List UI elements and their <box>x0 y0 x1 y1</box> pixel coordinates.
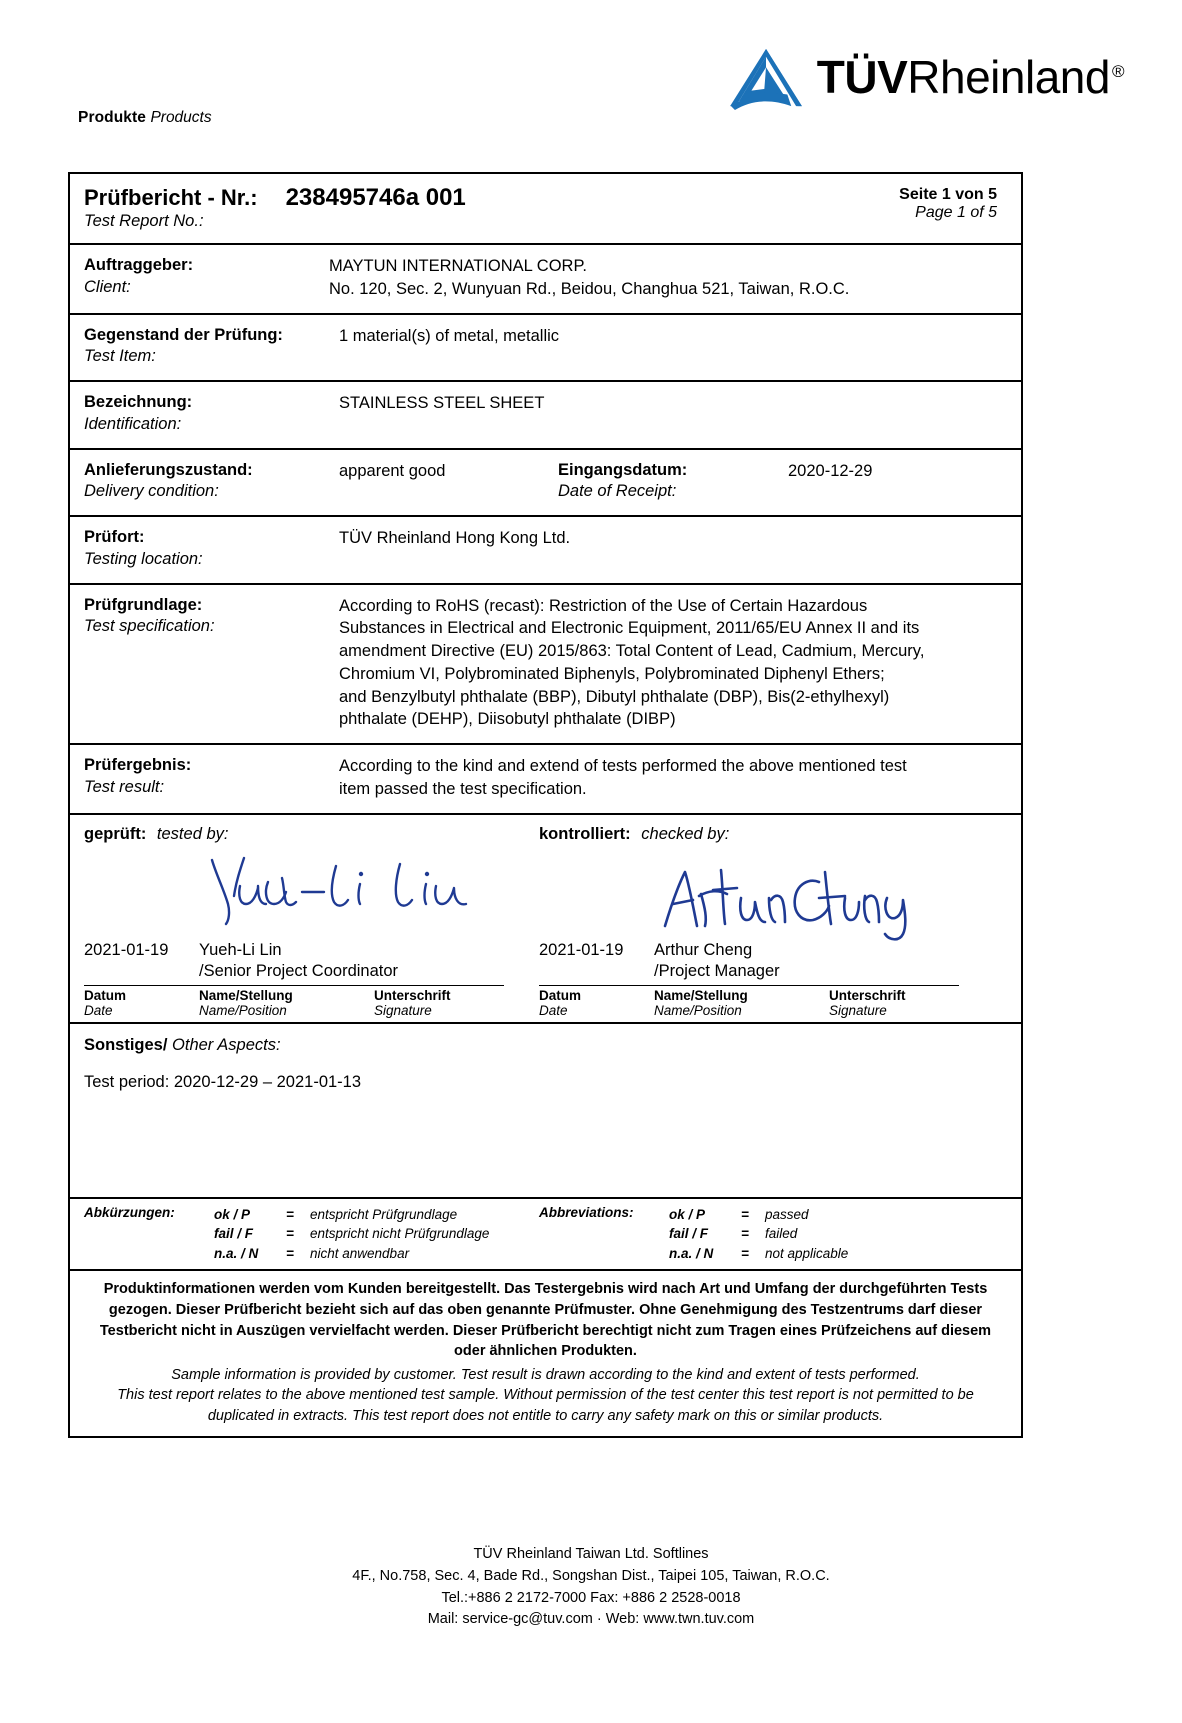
report-table <box>68 172 1023 1438</box>
tester-col-date-en: Date <box>84 1002 113 1018</box>
abbrev-key: n.a. / N <box>669 1245 714 1261</box>
tester-position: /Senior Project Coordinator <box>199 962 399 981</box>
delivery-condition-row <box>70 450 1021 518</box>
tester-date: 2021-01-19 <box>84 940 169 959</box>
abbreviations-list-de <box>214 1205 489 1264</box>
disclaimer-line: oder ähnlichen Produkten. <box>454 1343 637 1360</box>
identification-label-de: Bezeichnung: <box>84 393 193 412</box>
abbreviations-head-en: Abbreviations: <box>539 1204 634 1220</box>
tested-by-label-de: geprüft: <box>84 824 147 843</box>
page-indicator-de: Seite 1 von 5 <box>899 186 997 203</box>
abbreviation-item <box>669 1205 848 1225</box>
abbrev-equals: = <box>286 1226 294 1242</box>
logo-rheinland-text: Rheinland <box>907 51 1110 103</box>
report-number-label-en: Test Report No.: <box>84 212 204 230</box>
tuv-triangle-icon <box>727 46 805 112</box>
logo-tuv-text: TÜV <box>816 51 908 103</box>
tester-column-headers <box>84 988 539 1018</box>
identification-row <box>70 382 1021 450</box>
spec-line: and Benzylbutyl phthalate (BBP), Dibutyl phthalate (DBP), Bis(2-ethylhexyl) <box>339 687 890 706</box>
document-category <box>78 108 212 128</box>
checked-by-label-en: checked by: <box>641 824 730 843</box>
spec-line: Substances in Electrical and Electronic Equipment, 2011/65/EU Annex II and its <box>339 619 920 638</box>
checker-col-name <box>654 988 829 1018</box>
tester-col-name-en: Name/Position <box>199 1002 287 1018</box>
abbreviations-head-de: Abkürzungen: <box>84 1204 175 1220</box>
client-label <box>84 255 329 299</box>
signature-meta <box>84 940 1007 1018</box>
testing-location-label-en: Testing location: <box>84 549 203 568</box>
checker-col-signature-de: Unterschrift <box>829 987 906 1003</box>
test-specification-row <box>70 585 1021 746</box>
testing-location-label <box>84 527 339 571</box>
abbrev-value: failed <box>765 1226 798 1242</box>
footer-line-contact: Mail: service-gc@tuv.com · Web: www.twn.tuv.com <box>427 1611 755 1628</box>
signature-row <box>70 815 1021 1024</box>
report-number-value: 238495746a 001 <box>285 184 466 211</box>
checker-col-signature-en: Signature <box>829 1002 887 1018</box>
identification-label <box>84 392 339 436</box>
abbrev-value: entspricht Prüfgrundlage <box>310 1206 458 1222</box>
tester-col-signature-de: Unterschrift <box>374 987 451 1003</box>
checker-position-line <box>539 961 994 982</box>
client-row <box>70 245 1021 315</box>
disclaimer-line: gezogen. Dieser Prüfbericht bezieht sich auf das oben genannte Prüfmuster. Ohne Genehmigung des Testzentrums darf dieser <box>108 1301 983 1318</box>
date-of-receipt-label-de: Eingangsdatum: <box>558 460 688 479</box>
test-specification-label <box>84 595 339 639</box>
delivery-condition-label <box>84 460 339 504</box>
disclaimer-english <box>86 1365 1005 1427</box>
report-number-row <box>70 174 1021 245</box>
abbreviation-item <box>214 1205 489 1225</box>
tester-col-date-de: Datum <box>84 987 127 1003</box>
tester-meta <box>84 940 539 1018</box>
delivery-condition-label-en: Delivery condition: <box>84 482 219 501</box>
test-item-label <box>84 325 339 369</box>
tester-col-signature-en: Signature <box>374 1002 432 1018</box>
disclaimer-german <box>86 1279 1005 1361</box>
abbrev-value: nicht anwendbar <box>310 1245 410 1261</box>
abbrev-equals: = <box>286 1245 294 1261</box>
tester-name-line <box>84 940 539 961</box>
page-indicator <box>899 184 1007 222</box>
document-category-en: Products <box>150 109 212 126</box>
abbrev-key: fail / F <box>214 1226 254 1242</box>
abbreviations-english <box>539 1205 994 1264</box>
abbreviations-list-en <box>669 1205 848 1264</box>
tester-col-signature <box>374 988 539 1018</box>
abbreviation-item <box>669 1224 848 1244</box>
checker-date-spacer <box>539 961 654 982</box>
checker-col-date-en: Date <box>539 1002 568 1018</box>
document-category-de: Produkte <box>78 109 146 126</box>
identification-label-en: Identification: <box>84 414 182 433</box>
test-specification-label-en: Test specification: <box>84 617 215 636</box>
checker-name: Arthur Cheng <box>654 940 753 959</box>
checker-date: 2021-01-19 <box>539 940 624 959</box>
tester-divider <box>84 985 504 986</box>
report-number-label-group <box>84 184 466 231</box>
date-of-receipt-label-en: Date of Receipt: <box>558 482 677 501</box>
spec-line: phthalate (DEHP), Diisobutyl phthalate (DIBP) <box>339 710 676 729</box>
test-item-label-de: Gegenstand der Prüfung: <box>84 325 283 344</box>
result-line: item passed the test specification. <box>339 780 587 799</box>
spec-line: According to RoHS (recast): Restriction of the Use of Certain Hazardous <box>339 596 868 615</box>
disclaimer-line: Sample information is provided by customer. Test result is drawn according to the kind and extent of tests performed. <box>171 1366 920 1383</box>
logo-wordmark <box>816 51 1124 103</box>
tester-col-date <box>84 988 199 1018</box>
other-aspects-title-de: Sonstiges/ <box>84 1035 168 1054</box>
client-label-de: Auftraggeber: <box>84 256 194 274</box>
test-specification-value <box>339 595 1007 732</box>
checker-col-name-de: Name/Stellung <box>654 987 748 1003</box>
test-result-row <box>70 745 1021 815</box>
footer-line-phone: Tel.:+886 2 2172-7000 Fax: +886 2 2528-0018 <box>441 1589 741 1606</box>
identification-value: STAINLESS STEEL SHEET <box>339 394 545 413</box>
test-specification-label-de: Prüfgrundlage: <box>84 595 203 614</box>
delivery-condition-value: apparent good <box>339 461 446 480</box>
page-footer <box>0 1544 1182 1631</box>
registered-trademark-icon: ® <box>1111 61 1124 81</box>
disclaimer-line: This test report relates to the above mentioned test sample. Without permission of the test center this test report is not permitted to be <box>117 1387 974 1404</box>
test-result-label-de: Prüfergebnis: <box>84 756 192 775</box>
checker-divider <box>539 985 959 986</box>
abbreviation-item <box>214 1224 489 1244</box>
client-name: MAYTUN INTERNATIONAL CORP. <box>329 257 587 275</box>
abbreviations-german <box>84 1205 539 1264</box>
test-result-label-en: Test result: <box>84 778 165 797</box>
abbrev-value: passed <box>765 1206 809 1222</box>
other-aspects-title-en: Other Aspects: <box>172 1035 281 1054</box>
abbreviation-item <box>214 1244 489 1264</box>
footer-line-company: TÜV Rheinland Taiwan Ltd. Softlines <box>473 1546 709 1562</box>
report-number-label-de: Prüfbericht - Nr.: <box>84 185 258 210</box>
tester-position-line <box>84 961 539 982</box>
checker-col-signature <box>829 988 994 1018</box>
footer-line-address: 4F., No.758, Sec. 4, Bade Rd., Songshan Dist., Taipei 105, Taiwan, R.O.C. <box>352 1567 830 1584</box>
client-label-en: Client: <box>84 277 131 296</box>
spec-line: Chromium VI, Polybrominated Biphenyls, Polybrominated Diphenyl Ethers; <box>339 664 885 683</box>
abbrev-key: n.a. / N <box>214 1245 259 1261</box>
testing-location-row <box>70 517 1021 585</box>
handwritten-signature-tester <box>204 852 504 932</box>
tuv-rheinland-logo <box>727 46 1124 112</box>
signature-images <box>84 848 1007 940</box>
other-aspects-title <box>84 1036 1007 1055</box>
other-aspects-row <box>70 1024 1021 1199</box>
checker-col-name-en: Name/Position <box>654 1002 742 1018</box>
disclaimer-line: Testbericht nicht in Auszügen vervielfacht werden. Dieser Prüfbericht berechtigt nicht zum Tragen eines Prüfzeichens auf diesem <box>99 1322 992 1339</box>
checker-col-date <box>539 988 654 1018</box>
tester-name: Yueh-Li Lin <box>199 940 282 959</box>
checker-column-headers <box>539 988 994 1018</box>
test-result-label <box>84 755 339 799</box>
test-period: Test period: 2020-12-29 – 2021-01-13 <box>84 1072 362 1091</box>
testing-location-value: TÜV Rheinland Hong Kong Ltd. <box>339 529 571 548</box>
abbreviations-row <box>70 1199 1021 1272</box>
client-value <box>329 255 1007 301</box>
test-item-label-en: Test Item: <box>84 347 156 366</box>
disclaimer-line: Produktinformationen werden vom Kunden bereitgestellt. Das Testergebnis wird nach Art und Umfang der durchgeführten Tests <box>103 1281 988 1298</box>
tested-by-header <box>84 825 539 844</box>
handwritten-signature-checker <box>659 864 959 944</box>
disclaimer-row <box>70 1271 1021 1438</box>
spec-line: amendment Directive (EU) 2015/863: Total Content of Lead, Cadmium, Mercury, <box>339 642 925 661</box>
test-result-value <box>339 755 1007 801</box>
tester-col-name <box>199 988 374 1018</box>
checker-col-date-de: Datum <box>539 987 582 1003</box>
page-indicator-en: Page 1 of 5 <box>915 204 997 221</box>
abbrev-equals: = <box>741 1245 749 1261</box>
result-line: According to the kind and extend of tests performed the above mentioned test <box>339 757 907 776</box>
disclaimer-line: duplicated in extracts. This test report does not entitle to carry any safety mark on this or similar products. <box>207 1407 884 1424</box>
abbrev-equals: = <box>741 1206 749 1222</box>
delivery-condition-label-de: Anlieferungszustand: <box>84 460 253 479</box>
abbrev-value: entspricht nicht Prüfgrundlage <box>310 1226 490 1242</box>
checker-meta <box>539 940 994 1018</box>
test-item-row <box>70 315 1021 383</box>
abbrev-key: ok / P <box>214 1206 251 1222</box>
checked-by-label-de: kontrolliert: <box>539 824 631 843</box>
test-item-value: 1 material(s) of metal, metallic <box>339 326 560 345</box>
page-header <box>0 0 1182 130</box>
date-of-receipt-value: 2020-12-29 <box>788 461 873 480</box>
abbrev-key: fail / F <box>669 1226 709 1242</box>
date-of-receipt-label <box>558 460 788 504</box>
abbreviation-item <box>669 1244 848 1264</box>
checker-signature-col <box>539 848 994 940</box>
abbrev-equals: = <box>286 1206 294 1222</box>
abbrev-equals: = <box>741 1226 749 1242</box>
tester-date-spacer <box>84 961 199 982</box>
abbrev-value: not applicable <box>765 1245 849 1261</box>
tester-col-name-de: Name/Stellung <box>199 987 293 1003</box>
tested-by-label-en: tested by: <box>156 824 229 843</box>
abbrev-key: ok / P <box>669 1206 706 1222</box>
checker-position: /Project Manager <box>654 962 780 981</box>
testing-location-label-de: Prüfort: <box>84 528 145 547</box>
tester-signature-col <box>84 848 539 940</box>
checked-by-header <box>539 825 994 844</box>
signature-headers <box>84 825 1007 844</box>
client-address: No. 120, Sec. 2, Wunyuan Rd., Beidou, Changhua 521, Taiwan, R.O.C. <box>329 279 850 298</box>
